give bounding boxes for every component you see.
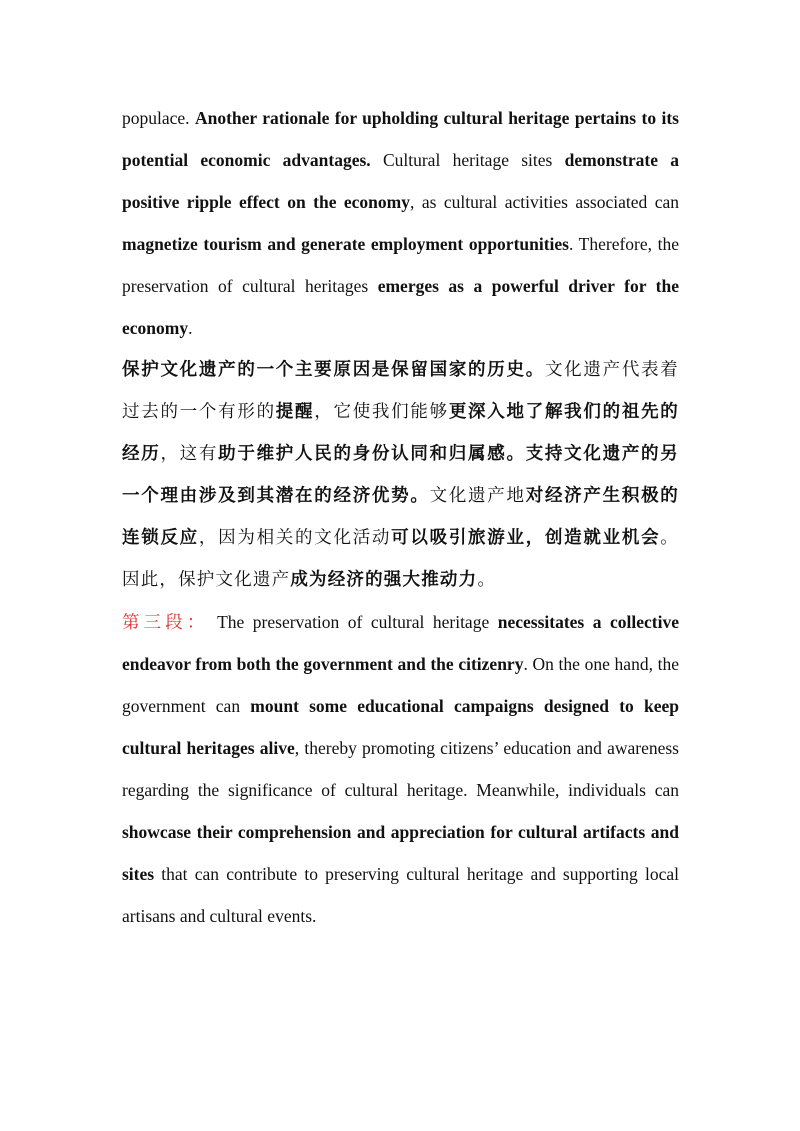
text-segment-zh: ，这有 — [160, 444, 219, 464]
text-segment-zh: 文化遗产地 — [429, 486, 526, 506]
text-segment: Cultural heritage sites — [370, 150, 565, 170]
bold-phrase-zh: 成为经济的强大推动力 — [290, 570, 478, 590]
text-segment-zh: 。 — [477, 570, 497, 590]
bold-phrase-campaigns: mount some educational campaigns designed to keep cultural heritages alive — [122, 696, 680, 758]
text-segment: populace. — [122, 108, 195, 128]
bold-phrase-zh: 助于维护人民的身份认同和归属感。支持文化遗产的另一个理由涉及到其潜在的经济优势。 — [122, 444, 679, 506]
bold-phrase-driver: emerges as a powerful driver for the economy — [122, 276, 679, 338]
text-segment-zh: ，它使我们能够 — [314, 402, 449, 422]
text-segment-zh: 文化遗产代表着过去的一个有形的 — [122, 360, 679, 422]
bold-phrase-ripple-effect: demonstrate a positive ripple effect on the economy — [122, 150, 680, 212]
text-segment: The preservation of cultural heritage — [208, 612, 498, 632]
bold-phrase-zh: 对经济产生积极的连锁反应 — [122, 486, 679, 548]
bold-phrase-collective: necessitates a collective endeavor from both the government and the citizenry — [122, 612, 679, 674]
bold-phrase-showcase: showcase their comprehension and appreciation for cultural artifacts and sites — [122, 822, 679, 884]
bold-phrase-zh: 提醒 — [275, 402, 315, 422]
paragraph-english-3 — [122, 601, 679, 937]
paragraph-english-2-continued — [122, 97, 679, 349]
text-segment: that can contribute to preserving cultural heritage and supporting local artisans and cultural events. — [122, 864, 679, 926]
text-segment: . On the one hand, the government can — [122, 654, 679, 716]
text-segment: . — [188, 318, 193, 338]
section-label: 第三段： — [122, 612, 209, 632]
paragraph-chinese-translation — [122, 349, 679, 601]
text-segment: , as cultural activities associated can — [410, 192, 679, 212]
text-segment-zh: 。因此，保护文化遗产 — [122, 528, 679, 590]
text-segment: . Therefore, the preservation of cultural heritages — [122, 234, 679, 296]
text-segment-zh: ，因为相关的文化活动 — [198, 528, 392, 548]
text-segment: , thereby promoting citizens’ education and awareness regarding the significance of cultural heritage. Meanwhile, individuals can — [122, 738, 679, 800]
bold-phrase-tourism: magnetize tourism and generate employment opportunities — [122, 234, 569, 254]
bold-phrase-zh: 更深入地了解我们的祖先的经历 — [122, 402, 679, 464]
bold-phrase-zh: 保护文化遗产的一个主要原因是保留国家的历史。 — [122, 360, 545, 380]
bold-phrase-zh: 可以吸引旅游业，创造就业机会 — [391, 528, 661, 548]
bold-phrase-rationale: Another rationale for upholding cultural heritage pertains to its potential economic advantages. — [122, 108, 679, 170]
